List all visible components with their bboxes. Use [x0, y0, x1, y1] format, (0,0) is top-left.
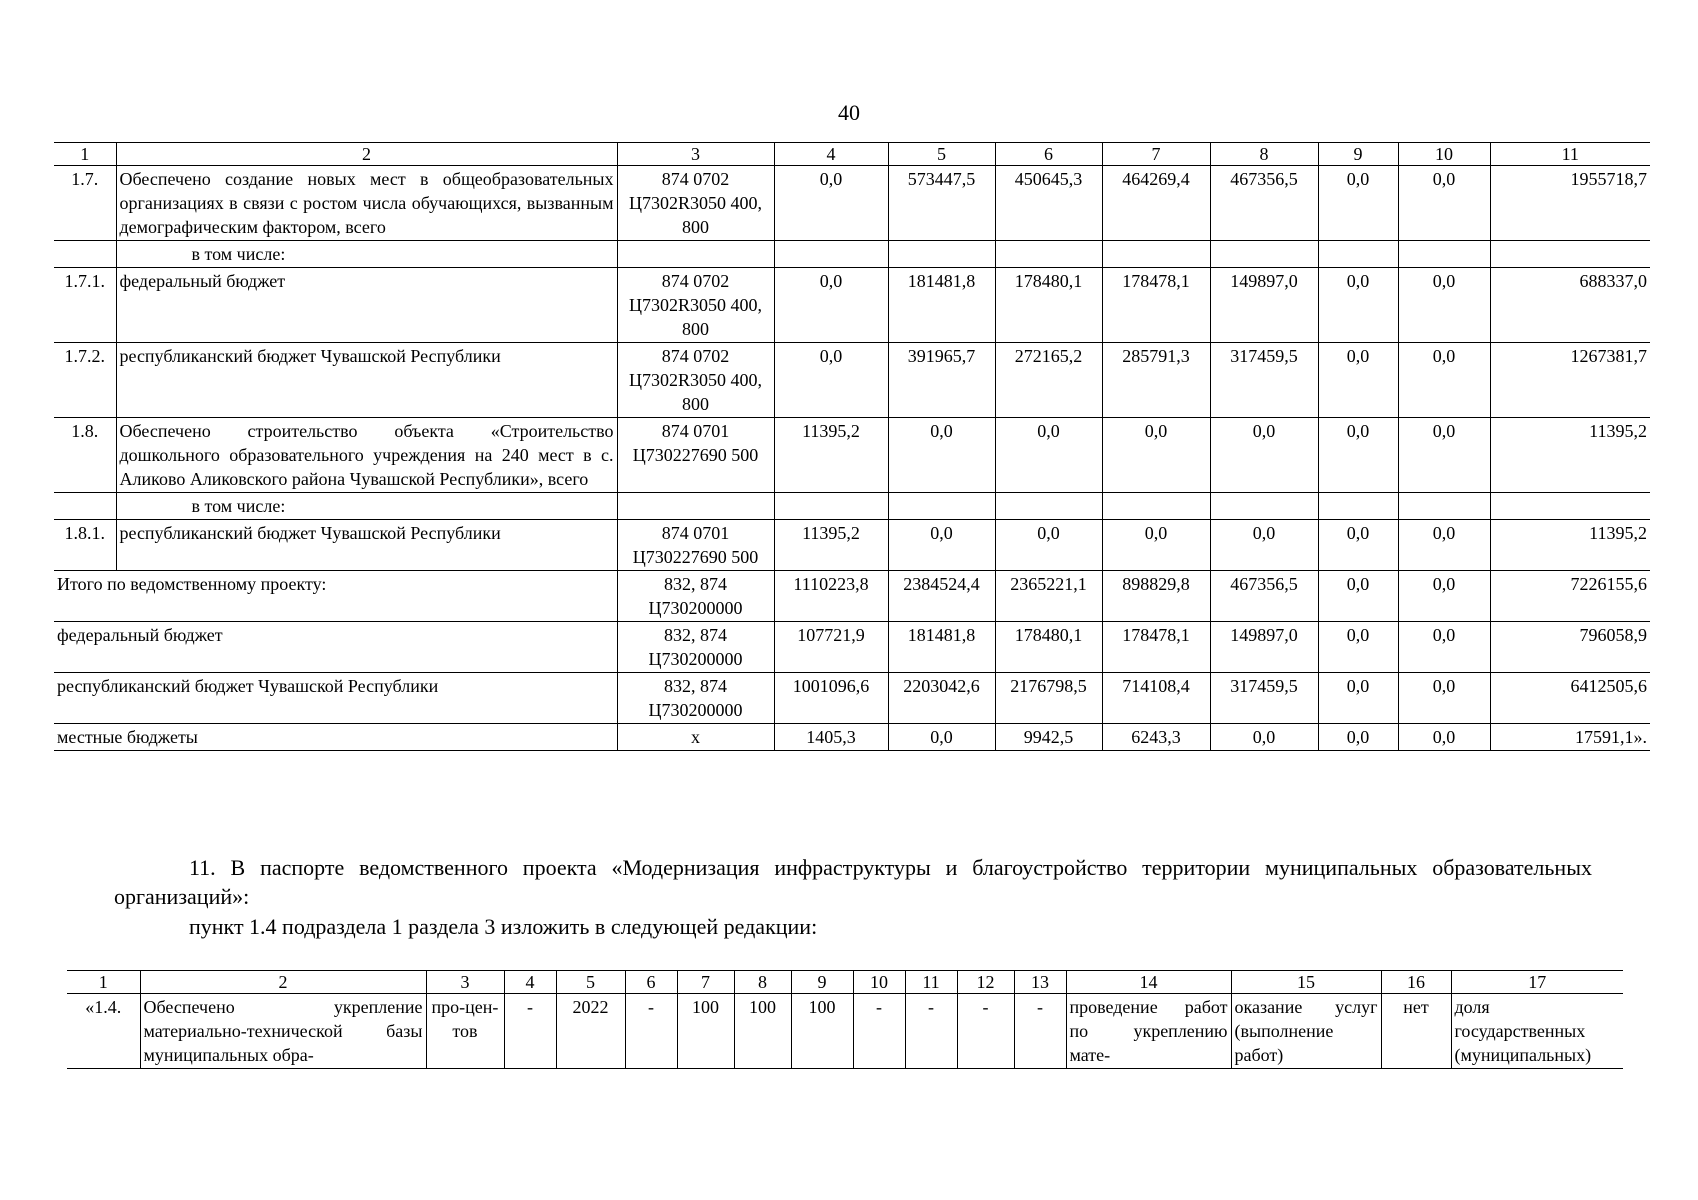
total-label-cell: Итого по ведомственному проекту:: [54, 571, 617, 622]
value-cell: 0,0: [1318, 418, 1398, 493]
table-cell: Обеспечено укрепление материально-технической базы муниципальных обра-: [140, 994, 426, 1069]
value-cell: 149897,0: [1210, 622, 1318, 673]
value-cell: 6243,3: [1102, 724, 1210, 751]
row-number-cell: [54, 493, 116, 520]
empty-cell: [617, 241, 774, 268]
header-cell: 1: [54, 143, 116, 166]
value-cell: 1001096,6: [774, 673, 888, 724]
header-cell: 4: [774, 143, 888, 166]
value-cell: 0,0: [1318, 724, 1398, 751]
value-cell: 391965,7: [888, 343, 995, 418]
table-row: [54, 166, 1650, 241]
value-cell: 467356,5: [1210, 166, 1318, 241]
empty-cell: [1102, 493, 1210, 520]
value-cell: 0,0: [1398, 673, 1490, 724]
row-name-cell: республиканский бюджет Чувашской Республики: [116, 520, 617, 571]
table-cell: 100: [677, 994, 734, 1069]
table-cell: -: [504, 994, 556, 1069]
value-cell: 0,0: [1398, 418, 1490, 493]
header-row: [67, 971, 1623, 994]
value-cell: 0,0: [1102, 418, 1210, 493]
header-cell: 17: [1451, 971, 1623, 994]
header-cell: 2: [116, 143, 617, 166]
header-cell: 5: [556, 971, 625, 994]
paragraph-11: 11. В паспорте ведомственного проекта «Модернизация инфраструктуры и благоустройство территории муниципальных образовательных организаций»:: [114, 855, 1592, 909]
table-row: [54, 241, 1650, 268]
header-cell: 14: [1066, 971, 1231, 994]
total-row: [54, 571, 1650, 622]
table-row: [54, 268, 1650, 343]
row-name-cell: федеральный бюджет: [116, 268, 617, 343]
table-cell: оказание услуг (выполнение работ): [1231, 994, 1381, 1069]
value-cell: 0,0: [1210, 418, 1318, 493]
table-cell: -: [905, 994, 957, 1069]
empty-cell: [774, 241, 888, 268]
row-number-cell: 1.8.1.: [54, 520, 116, 571]
subheading-cell: в том числе:: [116, 241, 617, 268]
value-cell: 11395,2: [774, 520, 888, 571]
value-cell: 11395,2: [1490, 520, 1650, 571]
value-cell: 0,0: [1102, 520, 1210, 571]
empty-cell: [1490, 493, 1650, 520]
value-cell: 0,0: [1318, 268, 1398, 343]
table-cell: -: [853, 994, 905, 1069]
table-row: [54, 520, 1650, 571]
value-cell: 898829,8: [1102, 571, 1210, 622]
table-cell: -: [957, 994, 1014, 1069]
value-cell: 107721,9: [774, 622, 888, 673]
header-cell: 3: [426, 971, 504, 994]
value-cell: 2203042,6: [888, 673, 995, 724]
value-cell: 2365221,1: [995, 571, 1102, 622]
row-name-cell: Обеспечено строительство объекта «Строительство дошкольного образовательного учреждения на 240 мест в с. Аликово Аликовского района Чувашской Республики», всего: [116, 418, 617, 493]
value-cell: 7226155,6: [1490, 571, 1650, 622]
row-name-cell: республиканский бюджет Чувашской Республики: [116, 343, 617, 418]
passport-table: [67, 970, 1623, 1069]
table-row: [54, 343, 1650, 418]
value-cell: 0,0: [1318, 571, 1398, 622]
value-cell: 272165,2: [995, 343, 1102, 418]
total-label-cell: местные бюджеты: [54, 724, 617, 751]
table-cell: про-цен-тов: [426, 994, 504, 1069]
value-cell: 178480,1: [995, 622, 1102, 673]
value-cell: 11395,2: [1490, 418, 1650, 493]
value-cell: 0,0: [1318, 343, 1398, 418]
value-cell: 450645,3: [995, 166, 1102, 241]
row-number-cell: 1.7.: [54, 166, 116, 241]
value-cell: 0,0: [774, 268, 888, 343]
header-cell: 4: [504, 971, 556, 994]
value-cell: 0,0: [1318, 166, 1398, 241]
budget-code-cell: х: [617, 724, 774, 751]
page-number: 40: [838, 100, 860, 125]
value-cell: 0,0: [888, 418, 995, 493]
header-cell: 2: [140, 971, 426, 994]
empty-cell: [1318, 493, 1398, 520]
value-cell: 1110223,8: [774, 571, 888, 622]
total-row: [54, 724, 1650, 751]
empty-cell: [1490, 241, 1650, 268]
value-cell: 714108,4: [1102, 673, 1210, 724]
header-cell: 15: [1231, 971, 1381, 994]
total-row: [54, 673, 1650, 724]
value-cell: 0,0: [995, 520, 1102, 571]
budget-code-cell: 832, 874 Ц730200000: [617, 571, 774, 622]
table-row: [54, 493, 1650, 520]
table-cell: 100: [734, 994, 791, 1069]
value-cell: 0,0: [774, 343, 888, 418]
header-cell: 10: [1398, 143, 1490, 166]
table-row: [54, 418, 1650, 493]
total-label-cell: республиканский бюджет Чувашской Республики: [54, 673, 617, 724]
row-number-cell: 1.8.: [54, 418, 116, 493]
value-cell: 2384524,4: [888, 571, 995, 622]
value-cell: 0,0: [995, 418, 1102, 493]
header-cell: 9: [1318, 143, 1398, 166]
header-cell: 11: [905, 971, 957, 994]
empty-cell: [1318, 241, 1398, 268]
budget-code-cell: 874 0702 Ц7302R3050 400, 800: [617, 343, 774, 418]
value-cell: 178478,1: [1102, 268, 1210, 343]
budget-code-cell: 874 0701 Ц730227690 500: [617, 520, 774, 571]
header-cell: 6: [625, 971, 677, 994]
value-cell: 0,0: [1210, 724, 1318, 751]
budget-code-cell: 874 0702 Ц7302R3050 400, 800: [617, 268, 774, 343]
table-row: [67, 994, 1623, 1069]
header-row: [54, 143, 1650, 166]
value-cell: 178480,1: [995, 268, 1102, 343]
value-cell: 796058,9: [1490, 622, 1650, 673]
header-cell: 16: [1381, 971, 1451, 994]
value-cell: 0,0: [1398, 166, 1490, 241]
table-cell: 100: [791, 994, 853, 1069]
value-cell: 181481,8: [888, 622, 995, 673]
row-name-cell: Обеспечено создание новых мест в общеобразовательных организациях в связи с ростом числа обучающихся, вызванным демографическим фактором, всего: [116, 166, 617, 241]
table-cell: проведение работ по укреплению мате-: [1066, 994, 1231, 1069]
empty-cell: [617, 493, 774, 520]
budget-code-cell: 832, 874 Ц730200000: [617, 622, 774, 673]
value-cell: 11395,2: [774, 418, 888, 493]
empty-cell: [774, 493, 888, 520]
header-cell: 12: [957, 971, 1014, 994]
value-cell: 0,0: [1398, 571, 1490, 622]
table-cell: -: [625, 994, 677, 1069]
value-cell: 317459,5: [1210, 343, 1318, 418]
value-cell: 0,0: [888, 724, 995, 751]
value-cell: 0,0: [1318, 673, 1398, 724]
header-cell: 7: [1102, 143, 1210, 166]
value-cell: 0,0: [1398, 622, 1490, 673]
subheading-cell: в том числе:: [116, 493, 617, 520]
header-cell: 1: [67, 971, 140, 994]
empty-cell: [995, 493, 1102, 520]
value-cell: 9942,5: [995, 724, 1102, 751]
value-cell: 467356,5: [1210, 571, 1318, 622]
row-number-cell: 1.7.2.: [54, 343, 116, 418]
empty-cell: [1210, 493, 1318, 520]
table-cell: «1.4.: [67, 994, 140, 1069]
value-cell: 0,0: [888, 520, 995, 571]
budget-code-cell: 874 0701 Ц730227690 500: [617, 418, 774, 493]
total-label-cell: федеральный бюджет: [54, 622, 617, 673]
value-cell: 0,0: [1398, 724, 1490, 751]
empty-cell: [1398, 493, 1490, 520]
budget-code-cell: 832, 874 Ц730200000: [617, 673, 774, 724]
value-cell: 317459,5: [1210, 673, 1318, 724]
header-cell: 9: [791, 971, 853, 994]
paragraph-point: пункт 1.4 подраздела 1 раздела 3 изложить в следующей редакции:: [189, 914, 818, 939]
row-number-cell: [54, 241, 116, 268]
empty-cell: [1210, 241, 1318, 268]
value-cell: 149897,0: [1210, 268, 1318, 343]
header-cell: 7: [677, 971, 734, 994]
value-cell: 573447,5: [888, 166, 995, 241]
header-cell: 10: [853, 971, 905, 994]
value-cell: 2176798,5: [995, 673, 1102, 724]
table-cell: 2022: [556, 994, 625, 1069]
value-cell: 1955718,7: [1490, 166, 1650, 241]
value-cell: 0,0: [774, 166, 888, 241]
header-cell: 11: [1490, 143, 1650, 166]
value-cell: 285791,3: [1102, 343, 1210, 418]
value-cell: 0,0: [1398, 343, 1490, 418]
header-cell: 6: [995, 143, 1102, 166]
total-row: [54, 622, 1650, 673]
empty-cell: [995, 241, 1102, 268]
budget-table: [54, 142, 1650, 751]
empty-cell: [888, 493, 995, 520]
empty-cell: [888, 241, 995, 268]
row-number-cell: 1.7.1.: [54, 268, 116, 343]
value-cell: 0,0: [1398, 520, 1490, 571]
table-cell: нет: [1381, 994, 1451, 1069]
value-cell: 1267381,7: [1490, 343, 1650, 418]
empty-cell: [1102, 241, 1210, 268]
value-cell: 178478,1: [1102, 622, 1210, 673]
header-cell: 8: [734, 971, 791, 994]
header-cell: 8: [1210, 143, 1318, 166]
value-cell: 0,0: [1318, 622, 1398, 673]
table-cell: доля государственных (муниципальных): [1451, 994, 1623, 1069]
table-cell: -: [1014, 994, 1066, 1069]
value-cell: 464269,4: [1102, 166, 1210, 241]
empty-cell: [1398, 241, 1490, 268]
value-cell: 688337,0: [1490, 268, 1650, 343]
value-cell: 0,0: [1318, 520, 1398, 571]
header-cell: 5: [888, 143, 995, 166]
value-cell: 181481,8: [888, 268, 995, 343]
value-cell: 6412505,6: [1490, 673, 1650, 724]
header-cell: 3: [617, 143, 774, 166]
value-cell: 0,0: [1210, 520, 1318, 571]
value-cell: 0,0: [1398, 268, 1490, 343]
header-cell: 13: [1014, 971, 1066, 994]
value-cell: 17591,1».: [1490, 724, 1650, 751]
budget-code-cell: 874 0702 Ц7302R3050 400, 800: [617, 166, 774, 241]
value-cell: 1405,3: [774, 724, 888, 751]
